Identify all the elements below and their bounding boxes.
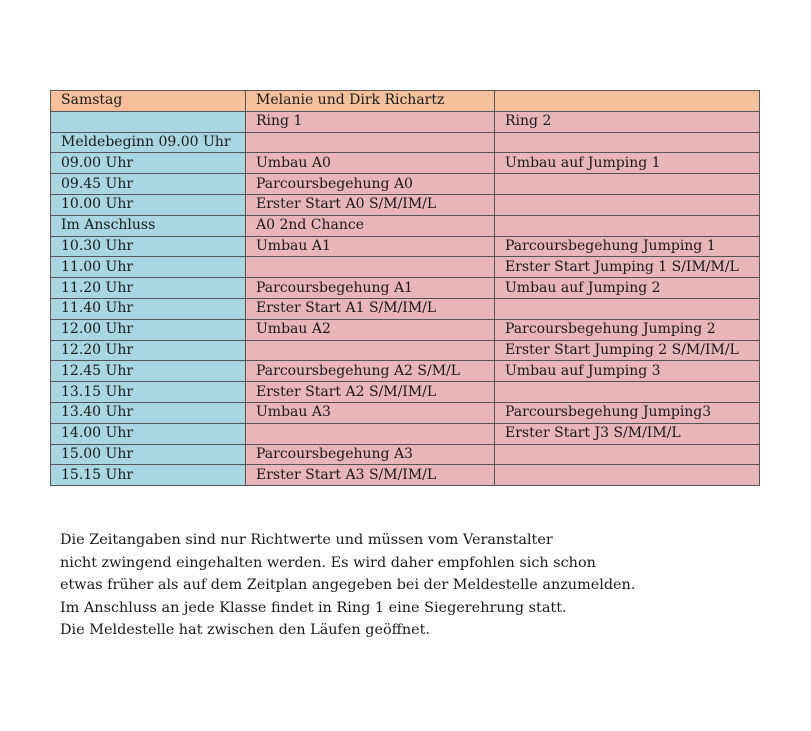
table-row — [51, 278, 760, 299]
table-row — [51, 257, 760, 278]
time-cell: 14.00 Uhr — [51, 423, 246, 444]
time-cell: 12.45 Uhr — [51, 361, 246, 382]
ring2-cell — [495, 132, 760, 153]
ring2-cell: Erster Start Jumping 2 S/M/IM/L — [495, 340, 760, 361]
ring2-cell — [495, 174, 760, 195]
time-cell: 12.00 Uhr — [51, 319, 246, 340]
time-cell: 10.30 Uhr — [51, 236, 246, 257]
ring2-cell — [495, 382, 760, 403]
ring1-cell: Erster Start A1 S/M/IM/L — [246, 298, 495, 319]
ring2-cell — [495, 465, 760, 486]
table-row — [51, 361, 760, 382]
table-row — [51, 153, 760, 174]
ring1-header: Ring 1 — [246, 111, 495, 132]
ring1-cell: Parcoursbegehung A0 — [246, 174, 495, 195]
ring1-cell: Umbau A1 — [246, 236, 495, 257]
ring1-cell: Umbau A2 — [246, 319, 495, 340]
time-cell: 13.40 Uhr — [51, 402, 246, 423]
time-cell: 09.45 Uhr — [51, 174, 246, 195]
schedule-body — [51, 91, 760, 486]
ring2-cell — [495, 215, 760, 236]
table-row — [51, 444, 760, 465]
table-row — [51, 298, 760, 319]
time-cell: 11.40 Uhr — [51, 298, 246, 319]
table-row — [51, 382, 760, 403]
ring1-cell: Parcoursbegehung A3 — [246, 444, 495, 465]
ring1-cell — [246, 340, 495, 361]
day-cell: Samstag — [51, 91, 246, 112]
table-row — [51, 465, 760, 486]
note-line: etwas früher als auf dem Zeitplan angegeben bei der Meldestelle anzumelden. — [60, 577, 636, 594]
table-row — [51, 132, 760, 153]
ring1-cell: A0 2nd Chance — [246, 215, 495, 236]
ring1-cell: Umbau A3 — [246, 402, 495, 423]
ring1-cell — [246, 423, 495, 444]
note-line: Die Meldestelle hat zwischen den Läufen geöffnet. — [60, 622, 430, 639]
table-row — [51, 236, 760, 257]
ring2-cell: Umbau auf Jumping 2 — [495, 278, 760, 299]
time-cell: Im Anschluss — [51, 215, 246, 236]
ring-header-row — [51, 111, 760, 132]
ring2-cell: Erster Start J3 S/M/IM/L — [495, 423, 760, 444]
ring1-cell: Erster Start A2 S/M/IM/L — [246, 382, 495, 403]
schedule-table — [50, 90, 760, 486]
time-cell: 13.15 Uhr — [51, 382, 246, 403]
judges-cell: Melanie und Dirk Richartz — [246, 91, 495, 112]
table-row — [51, 423, 760, 444]
ring2-cell: Parcoursbegehung Jumping 2 — [495, 319, 760, 340]
ring1-cell: Erster Start A0 S/M/IM/L — [246, 194, 495, 215]
ring2-cell — [495, 444, 760, 465]
time-cell: 11.20 Uhr — [51, 278, 246, 299]
table-row — [51, 340, 760, 361]
ring-header-time-cell — [51, 111, 246, 132]
ring2-cell — [495, 298, 760, 319]
ring2-cell — [495, 194, 760, 215]
time-cell: 15.15 Uhr — [51, 465, 246, 486]
time-cell: 10.00 Uhr — [51, 194, 246, 215]
time-cell: 09.00 Uhr — [51, 153, 246, 174]
note-line: Im Anschluss an jede Klasse findet in Ring 1 eine Siegerehrung statt. — [60, 599, 567, 616]
ring2-cell: Erster Start Jumping 1 S/IM/M/L — [495, 257, 760, 278]
header-row — [51, 91, 760, 112]
table-row — [51, 174, 760, 195]
table-row — [51, 319, 760, 340]
ring2-header: Ring 2 — [495, 111, 760, 132]
table-row — [51, 194, 760, 215]
ring2-cell: Umbau auf Jumping 3 — [495, 361, 760, 382]
time-cell: Meldebeginn 09.00 Uhr — [51, 132, 246, 153]
time-cell: 15.00 Uhr — [51, 444, 246, 465]
time-cell: 11.00 Uhr — [51, 257, 246, 278]
ring2-cell: Parcoursbegehung Jumping3 — [495, 402, 760, 423]
ring1-cell: Parcoursbegehung A2 S/M/L — [246, 361, 495, 382]
table-row — [51, 215, 760, 236]
time-cell: 12.20 Uhr — [51, 340, 246, 361]
ring1-cell: Parcoursbegehung A1 — [246, 278, 495, 299]
notes-paragraph — [60, 529, 635, 642]
table-row — [51, 402, 760, 423]
ring2-cell: Parcoursbegehung Jumping 1 — [495, 236, 760, 257]
header-empty-cell — [495, 91, 760, 112]
ring1-cell — [246, 257, 495, 278]
note-line: nicht zwingend eingehalten werden. Es wird daher empfohlen sich schon — [60, 554, 596, 571]
ring2-cell: Umbau auf Jumping 1 — [495, 153, 760, 174]
ring1-cell: Erster Start A3 S/M/IM/L — [246, 465, 495, 486]
ring1-cell — [246, 132, 495, 153]
ring1-cell: Umbau A0 — [246, 153, 495, 174]
note-line: Die Zeitangaben sind nur Richtwerte und müssen vom Veranstalter — [60, 532, 553, 548]
